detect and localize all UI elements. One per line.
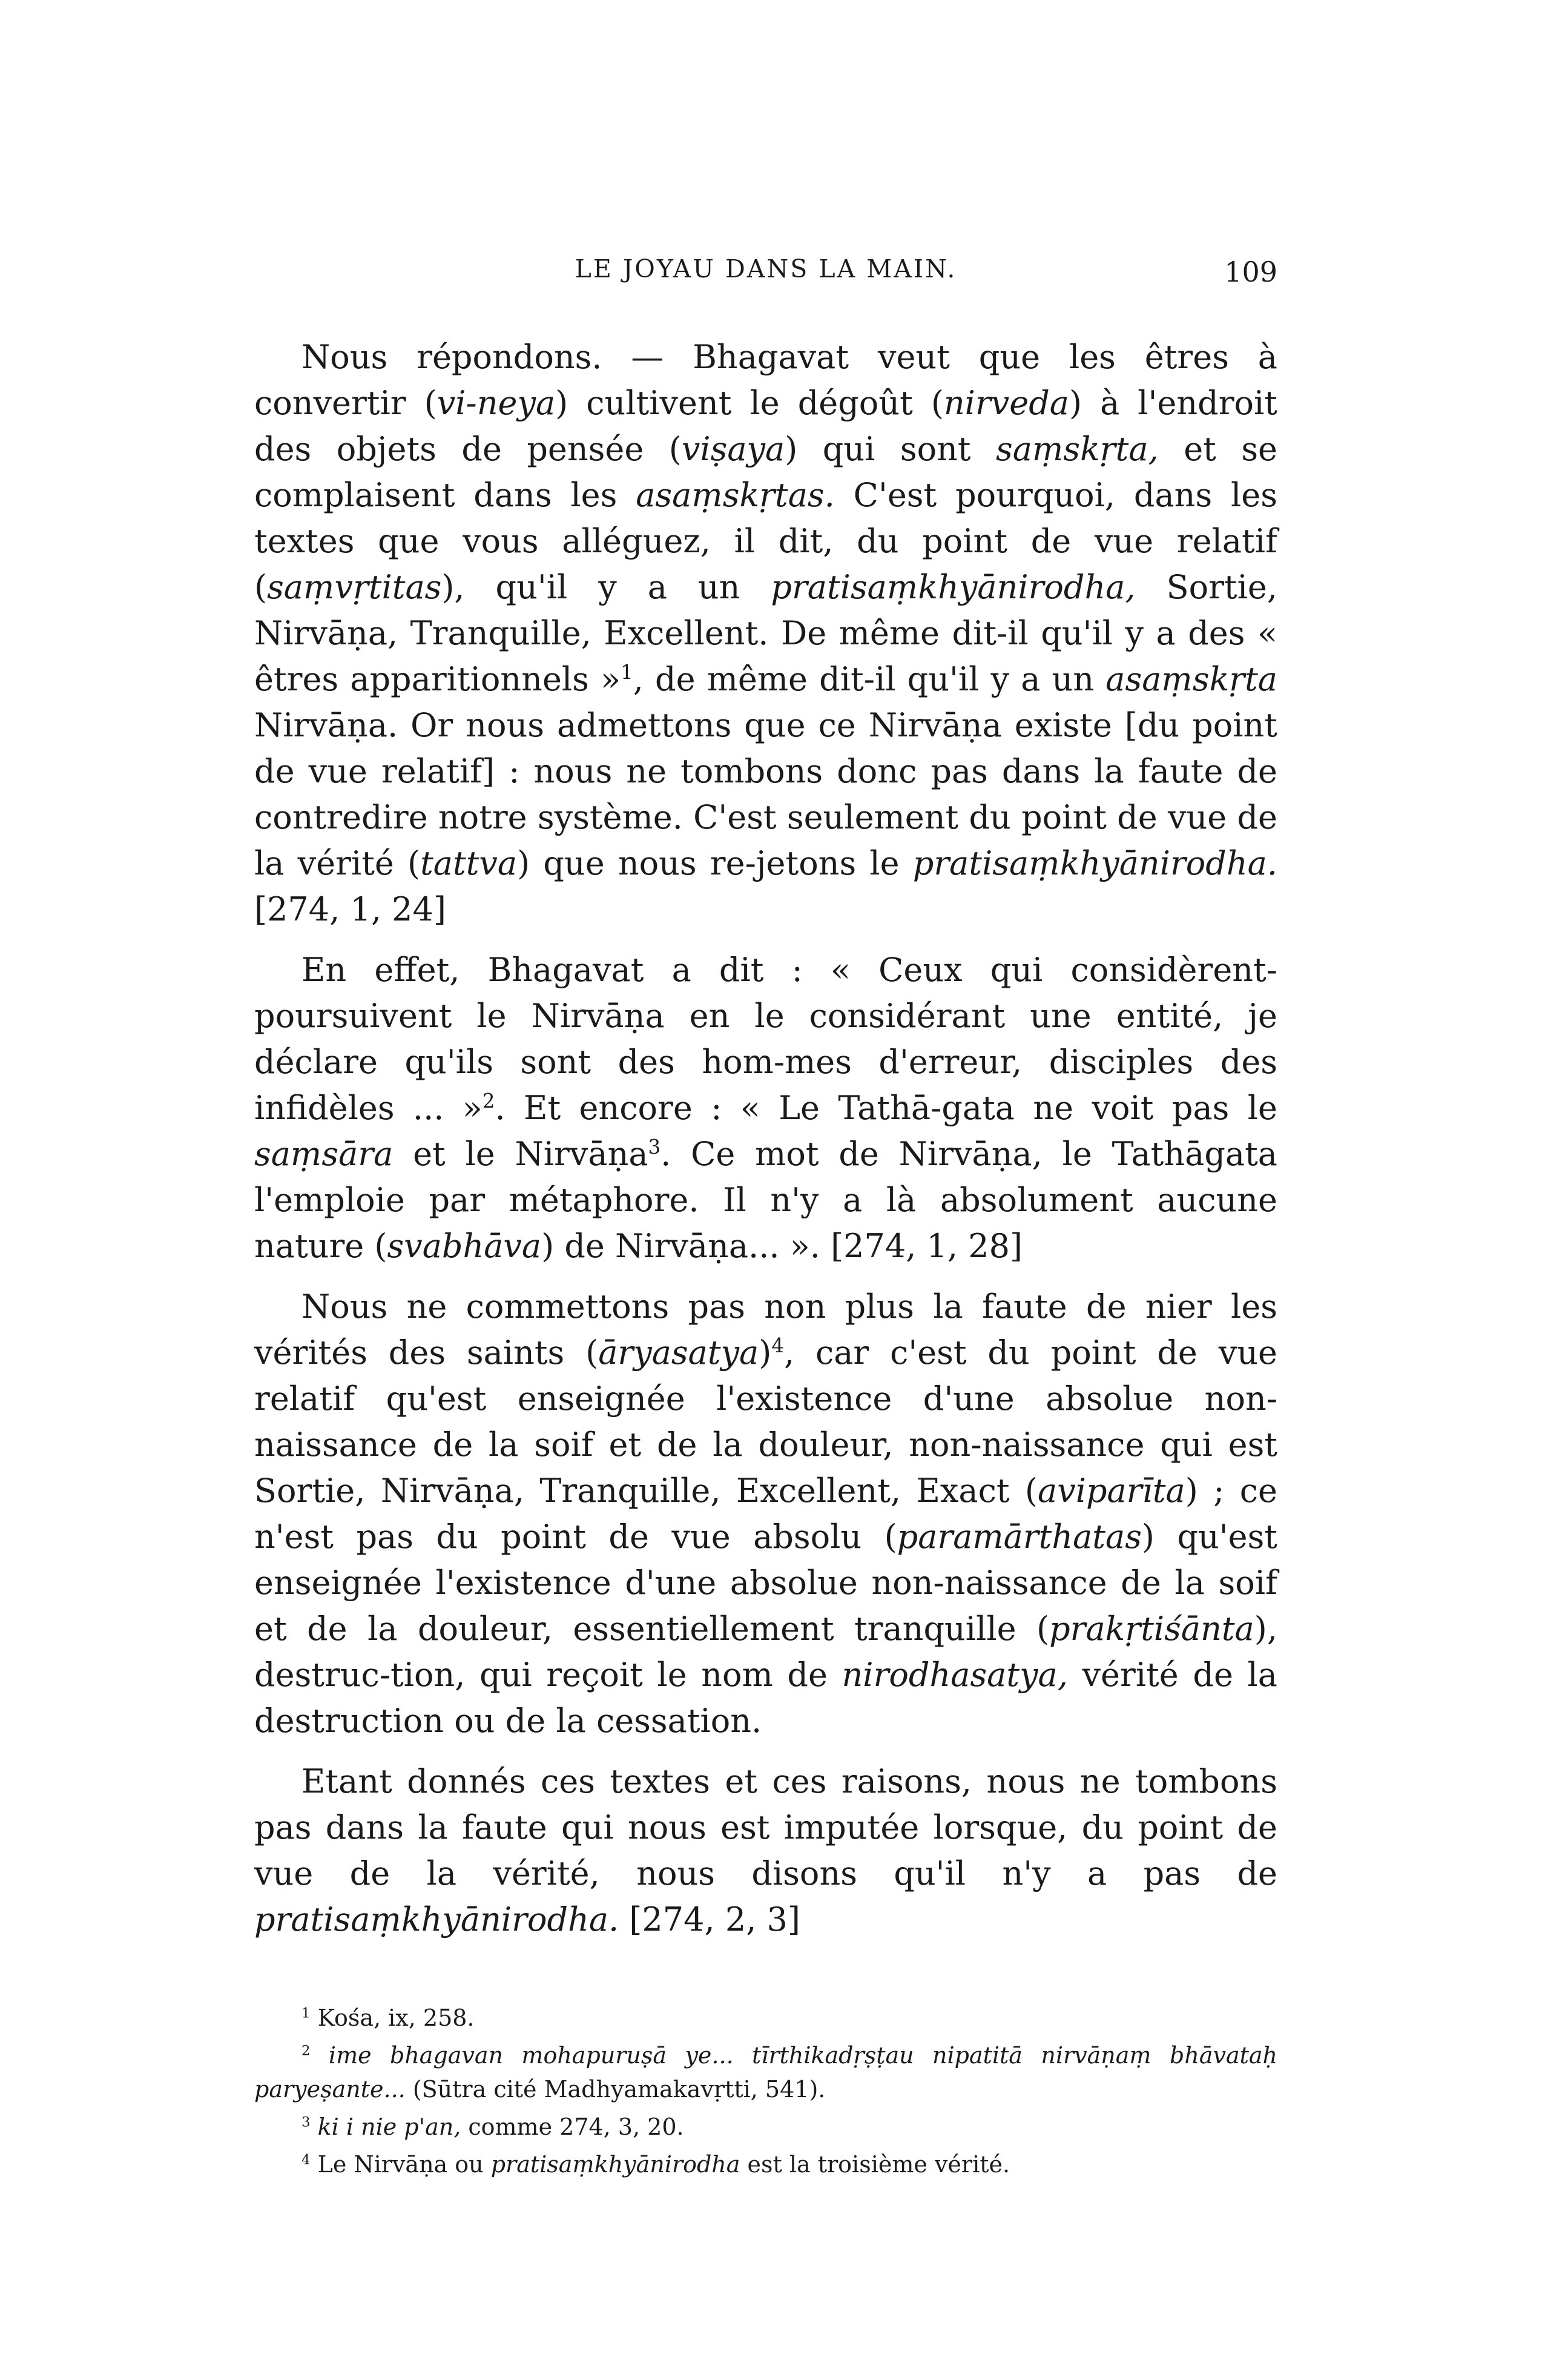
paragraph [254, 334, 1277, 933]
book-page [254, 248, 1277, 2185]
text-run: ) ; ce n'est pas du point de vue absolu ( [254, 1472, 1277, 1556]
footnote-marker: 3 [648, 1135, 661, 1159]
italic-term: aviparīta [1038, 1472, 1185, 1510]
italic-term: pratisaṃkhyānirodha, [771, 568, 1136, 606]
text-run: et le Nirvāṇa [393, 1135, 648, 1173]
footnote-marker: 1 [301, 2005, 311, 2021]
italic-term: ime bhagavan mohapuruṣā ye... tīrthikadṛṣṭau nipatitā nirvāṇaṃ bhāvataḥ paryeṣante... [254, 2042, 1277, 2103]
italic-term: asaṃskṛta [1105, 660, 1277, 698]
text-run: ) qui sont [785, 430, 996, 468]
italic-term: tattva [420, 844, 518, 882]
italic-term: asaṃskṛtas. [636, 476, 835, 514]
paragraph [254, 947, 1277, 1269]
text-run: [274, 2, 3] [619, 1900, 800, 1939]
footnote-marker: 1 [621, 661, 633, 684]
italic-term: pratisaṃkhyānirodha. [912, 844, 1277, 882]
footnote [254, 2038, 1277, 2106]
paragraph [254, 1284, 1277, 1744]
italic-term: vi-neya [436, 384, 556, 422]
text-run: ) qu'est enseignée l'existence d'une absolue non-naissance de la soif et de la douleur, essentiellement tranquille ( [254, 1518, 1277, 1648]
italic-term: svabhāva [387, 1227, 542, 1265]
footnote-marker: 2 [301, 2043, 311, 2059]
text-run: ) [759, 1334, 772, 1372]
footnote [254, 2147, 1277, 2181]
text-run: Kośa, ix, 258. [310, 2005, 475, 2031]
text-run: ), qu'il y a un [441, 568, 771, 606]
text-run: et se complaisent dans les [254, 430, 1278, 514]
italic-term: viṣaya [681, 430, 785, 468]
text-run: (Sūtra cité Madhyamakavṛtti, 541). [405, 2076, 826, 2103]
body-text [254, 334, 1277, 1943]
text-run: est la troisième vérité. [740, 2151, 1010, 2178]
italic-term: āryasatya [598, 1334, 759, 1372]
text-run: Nous répondons. — Bhagavat veut que les êtres à convertir ( [254, 338, 1277, 422]
text-run: ), destruc-tion, qui reçoit le nom de [254, 1610, 1277, 1694]
italic-term: pratisaṃkhyānirodha [490, 2151, 740, 2178]
text-run: comme 274, 3, 20. [461, 2114, 684, 2140]
italic-term: saṃvṛtitas [267, 568, 442, 606]
text-run: C'est pourquoi, dans les textes que vous alléguez, il dit, du point de vue relatif ( [254, 476, 1277, 606]
text-run: Sortie, Nirvāṇa, Tranquille, Excellent. De même dit-il qu'il y a des « êtres apparitionnels » [254, 568, 1278, 698]
text-run [311, 2114, 318, 2140]
footnote-marker: 3 [301, 2114, 311, 2130]
text-run: . Ce mot de Nirvāṇa, le Tathāgata l'emploie par métaphore. Il n'y a là absolument aucune nature ( [254, 1135, 1277, 1265]
italic-term: paramārthatas [897, 1518, 1142, 1556]
text-run: . Et encore : « Le Tathā-gata ne voit pas le [495, 1089, 1277, 1127]
footnote-marker: 4 [771, 1334, 784, 1357]
text-run: En effet, Bhagavat a dit : « Ceux qui considèrent-poursuivent le Nirvāṇa en le considérant une entité, je déclare qu'ils sont des hom-mes d'erreur, disciples des infidèles ... » [254, 951, 1277, 1127]
italic-term: nirveda [943, 384, 1069, 422]
footnotes [254, 2001, 1277, 2181]
footnote-marker: 2 [482, 1089, 495, 1112]
italic-term: saṃskṛta, [996, 430, 1159, 468]
paragraph [254, 1759, 1277, 1943]
italic-term: pratisaṃkhyānirodha. [254, 1900, 619, 1939]
text-run: ) cultivent le dégoût ( [555, 384, 944, 422]
italic-term: saṃsāra [254, 1135, 394, 1173]
running-title: LE JOYAU DANS LA MAIN. [575, 254, 957, 283]
text-run: ) de Nirvāṇa... ». [274, 1, 28] [541, 1227, 1023, 1265]
text-run: Le Nirvāṇa ou [310, 2151, 491, 2178]
text-run: ) que nous re-jetons le [517, 844, 913, 882]
text-run: Nirvāṇa. Or nous admettons que ce Nirvāṇa existe [du point de vue relatif] : nous ne tombons donc pas dans la faute de contredire notre système. C'est seulement du point de vue de la vérité ( [254, 706, 1277, 882]
text-run: , car c'est du point de vue relatif qu'est enseignée l'existence d'une absolue non-naissance de la soif et de la douleur, non-naissance qui est Sortie, Nirvāṇa, Tranquille, Excellent, Exact ( [254, 1334, 1277, 1510]
text-run [311, 2042, 329, 2069]
text-run: Nous ne commettons pas non plus la faute de nier les vérités des saints ( [254, 1287, 1277, 1372]
text-run: vérité de la destruction ou de la cessation. [254, 1656, 1277, 1740]
footnote [254, 2001, 1277, 2035]
text-run: Etant donnés ces textes et ces raisons, nous ne tombons pas dans la faute qui nous est imputée lorsque, du point de vue de la vérité, nous disons qu'il n'y a pas de [254, 1762, 1277, 1892]
footnote [254, 2110, 1277, 2144]
text-run: [274, 1, 24] [254, 890, 446, 928]
italic-term: nirodhasatya, [842, 1656, 1068, 1694]
text-run: , de même dit-il qu'il y a un [633, 660, 1106, 698]
page-number: 109 [1224, 256, 1277, 288]
italic-term: prakṛtiśānta [1049, 1610, 1254, 1648]
footnote-marker: 4 [301, 2152, 311, 2168]
italic-term: ki i nie p'an, [317, 2114, 461, 2140]
running-head [254, 248, 1277, 297]
text-run: ) à l'endroit des objets de pensée ( [254, 384, 1277, 468]
